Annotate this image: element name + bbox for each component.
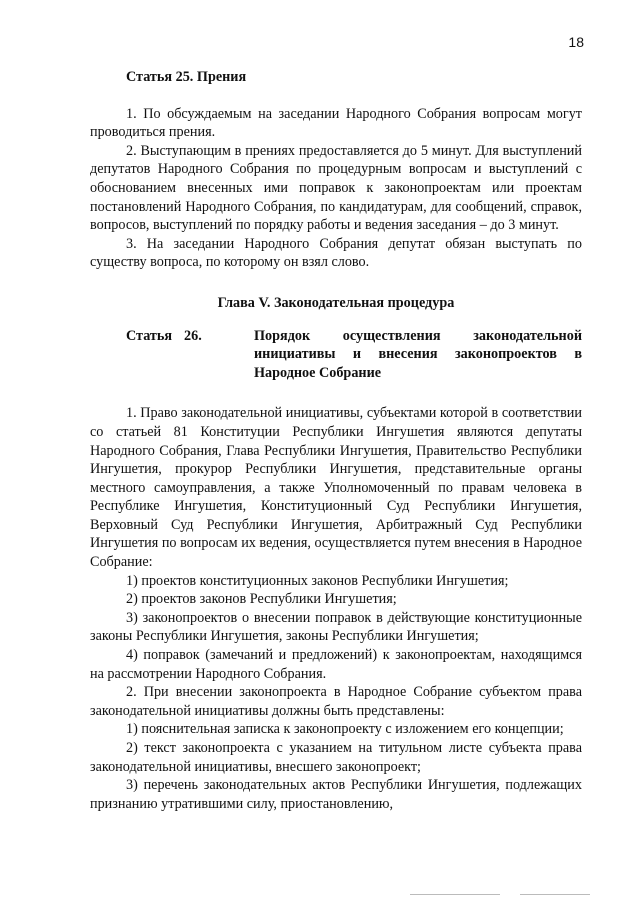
article-26-paragraph: 2. При внесении законопроекта в Народное Собрание субъектом права законодательной инициативы должны быть представлены: (90, 684, 582, 719)
chapter-5-heading: Глава V. Законодательная процедура (217, 294, 455, 311)
article-26-list-item: 1) проектов конституционных законов Республики Ингушетия; (126, 572, 509, 589)
article-26-paragraph: 1. Право законодательной инициативы, субъектами которой в соответствии со статьей 81 Конституции Республики Ингушетия являются депутаты Народного Собрания, Глава Республики Ингушетия, Правительство Республики Ингушетия, прокурор Республики Ингушетия, представительные органы местного самоуправления, а также Уполномоченный по правам человека в Республике Ингушетия, Конституционный Суд Республики Ингушетия, Верховный Суд Республики Ингушетия, Арбитражный Суд Республики Ингушетия по вопросам их ведения, осуществляется путем внесения в Народное Собрание: (90, 405, 582, 571)
article-26-list-item: 1) пояснительная записка к законопроекту с изложением его концепции; (126, 721, 564, 738)
document-body (90, 62, 582, 813)
article-25-paragraph: 1. По обсуждаемым на заседании Народного Собрания вопросам могут проводиться прения. (90, 105, 582, 141)
article-26-list-item: 2) текст законопроекта с указанием на титульном листе субъекта права законодательной инициативы, внесшего законопроект; (90, 740, 582, 775)
article-25-heading: Статья 25. Прения (126, 69, 247, 85)
scan-smudge (520, 894, 590, 895)
article-25-paragraph: 3. На заседании Народного Собрания депутат обязан выступать по существу вопроса, по которому он взял слово. (90, 235, 582, 271)
article-26-list-item: 4) поправок (замечаний и предложений) к законопроектам, находящимся на рассмотрении Народного Собрания. (90, 647, 582, 682)
article-26-list-item: 3) законопроектов о внесении поправок в действующие конституционные законы Республики Ингушетия, законы Республики Ингушетия; (90, 609, 582, 645)
article-25-paragraph: 2. Выступающим в прениях предоставляется до 5 минут. Для выступлений депутатов Народного Собрания по процедурным вопросам и выступлений с обоснованием внесенных ими поправок к законопроектам или проектам постановлений Народного Собрания, по кандидатурам, для сообщений, справок, вопросов, выступлений по порядку работы и ведения заседания – до 3 минут. (90, 142, 582, 234)
article-26-number: 26. (184, 327, 202, 344)
spacer (90, 272, 582, 286)
article-26-heading (126, 327, 582, 383)
article-26-label: Статья (126, 327, 173, 344)
scan-smudge (410, 894, 500, 895)
article-26-list-item: 3) перечень законодательных актов Республики Ингушетия, подлежащих признанию утратившими силу, приостановлению, (90, 777, 582, 812)
page-number: 18 (568, 34, 584, 50)
article-26-list-item: 2) проектов законов Республики Ингушетия; (126, 591, 397, 608)
article-26-title: Порядок осуществления законодательной инициативы и внесения законопроектов в Народное Собрание (254, 327, 582, 381)
